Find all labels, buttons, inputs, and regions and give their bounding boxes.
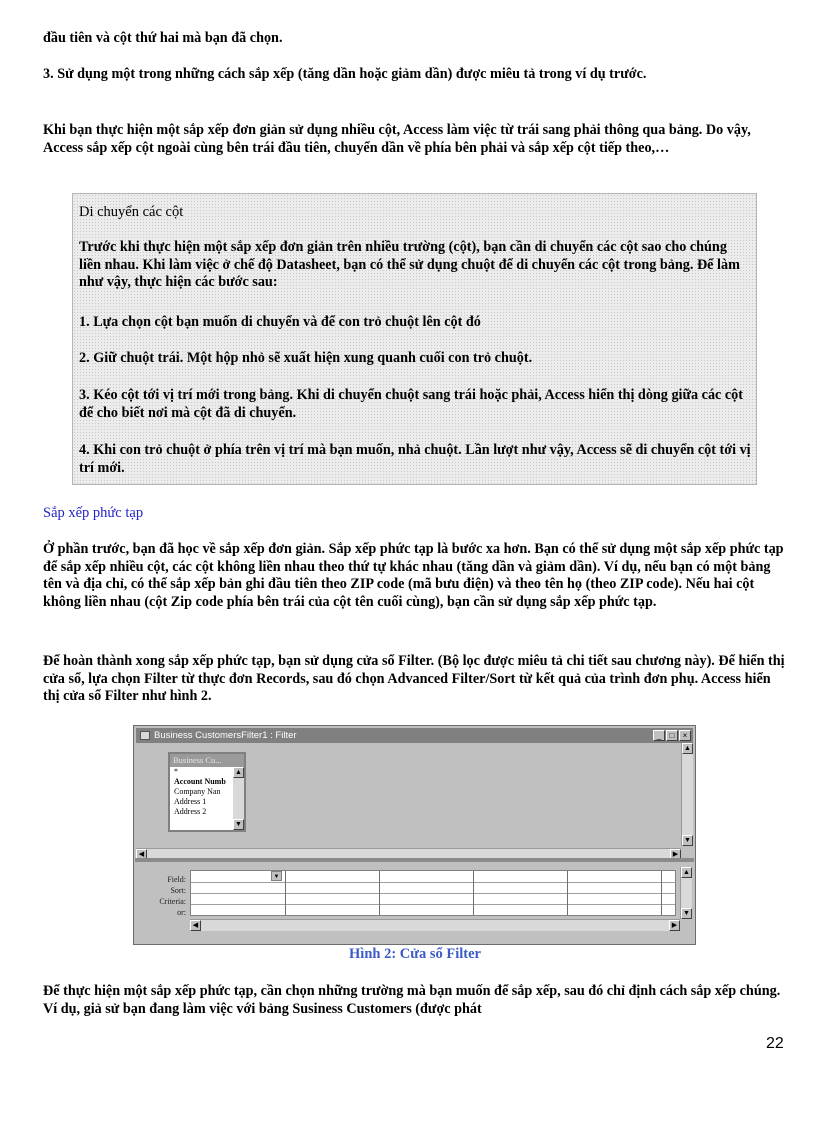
grid-label-sort: Sort: [170,886,186,895]
scroll-down-arrow-icon: ▼ [233,819,244,830]
window-titlebar [136,728,693,743]
note-step-3: 3. Kéo cột tới vị trí mới trong bảng. Khi di chuyển chuột sang trái hoặc phải, Access hiển thị dòng giữa các cột để cho biết nơi mà cột đã di chuyển. [79,387,743,421]
close-icon: × [679,730,691,741]
grid-label-or: or: [177,908,186,917]
paragraph-filter-window-instructions: Để hoàn thành xong sắp xếp phức tạp, bạn sử dụng cửa sổ Filter. (Bộ lọc được miêu tả chi tiết sau chương này). Để hiển thị cửa sổ, lựa chọn Filter từ thực đơn Records, sau đó chọn Advanced Filter/Sort từ kết quả của trình đơn phụ. Access hiển thị cửa sổ Filter như hình 2. [43,653,785,704]
page-number: 22 [766,1035,784,1052]
grid-column-line [473,871,474,915]
field-list-scrollbar [233,767,244,830]
window-title: Business CustomersFilter1 : Filter [154,730,297,741]
scroll-left-arrow-icon: ◀ [190,920,201,931]
figure-caption: Hình 2: Cửa sổ Filter [349,946,481,962]
note-step-1: 1. Lựa chọn cột bạn muốn di chuyển và để con trỏ chuột lên cột đó [79,314,481,330]
grid-horizontal-scrollbar [190,919,680,931]
grid-column-line [285,871,286,915]
field-list-box [168,752,246,832]
upper-vertical-scrollbar [681,743,693,846]
note-box-move-columns [72,193,757,485]
scroll-right-arrow-icon: ▶ [670,849,681,860]
paragraph-continuation: đầu tiên và cột thứ hai mà bạn đã chọn. [43,30,283,46]
grid-row-line [191,904,675,905]
minimize-icon: _ [653,730,665,741]
field-list-item: Company Nan [174,787,221,796]
grid-column-line [379,871,380,915]
note-step-4: 4. Khi con trỏ chuột ở phía trên vị trí mà bạn muốn, nhả chuột. Lần lượt như vậy, Access sẽ di chuyển cột tới vị trí mới. [79,442,751,476]
design-grid-row-labels [150,874,186,918]
maximize-icon: □ [666,730,678,741]
grid-vertical-scrollbar [680,867,692,919]
scroll-up-arrow-icon: ▲ [681,867,692,878]
grid-row-line [191,893,675,894]
scroll-down-arrow-icon: ▼ [682,835,693,846]
paragraph-complex-sort-steps: Để thực hiện một sắp xếp phức tạp, cần chọn những trường mà bạn muốn để sắp xếp, sau đó chỉ định cách sắp xếp chúng. Ví dụ, giả sử bạn đang làm việc với bảng Susiness Customers (được phát [43,983,781,1017]
scroll-right-arrow-icon: ▶ [669,920,680,931]
grid-label-criteria: Criteria: [159,897,186,906]
field-list-item: Address 1 [174,797,207,806]
note-intro: Trước khi thực hiện một sắp xếp đơn giản trên nhiều trường (cột), bạn cần di chuyển các cột sao cho chúng liền nhau. Khi làm việc ở chế độ Datasheet, bạn có thể sử dụng chuột để di chuyển các cột trong bảng. Để làm như vậy, thực hiện các bước sau: [79,239,740,290]
grid-column-line [567,871,568,915]
paragraph-step-3: 3. Sử dụng một trong những cách sắp xếp (tăng dần hoặc giảm dần) được miêu tả trong ví dụ trước. [43,66,647,82]
scroll-left-arrow-icon: ◀ [136,849,147,860]
scroll-up-arrow-icon: ▲ [682,743,693,754]
field-list-item: * [174,767,178,776]
app-icon [140,731,150,740]
grid-column-line [661,871,662,915]
section-heading-complex-sort: Sắp xếp phức tạp [43,505,144,521]
scroll-down-arrow-icon: ▼ [681,908,692,919]
note-step-2: 2. Giữ chuột trái. Một hộp nhỏ sẽ xuất hiện xung quanh cuối con trỏ chuột. [79,350,533,366]
paragraph-complex-sort-intro: Ở phần trước, bạn đã học về sắp xếp đơn giản. Sắp xếp phức tạp là bước xa hơn. Bạn có thể sử dụng một sắp xếp phức tạp để sắp xếp nhiều cột, các cột không liền nhau theo thứ tự khác nhau (tăng dần và giảm dần). Ví dụ, nếu bạn có một bảng tên và địa chỉ, có thể sắp xếp bản ghi đầu tiên theo ZIP code (mã bưu điện) và theo tên họ (theo ZIP code). Nếu hai cột không liền nhau (cột Zip code phía bên trái của cột tên cuối cùng), bạn cần sử dụng sắp xếp phức tạp. [43,541,784,610]
grid-row-line [191,882,675,883]
design-grid [190,870,676,916]
field-list-item: Account Numb [174,777,226,786]
note-title: Di chuyển các cột [79,204,184,220]
field-list-item: Address 2 [174,807,207,816]
paragraph-simple-sort-explanation: Khi bạn thực hiện một sắp xếp đơn giản sử dụng nhiều cột, Access làm việc từ trái sang phải thông qua bảng. Do vậy, Access sắp xếp cột ngoài cùng bên trái đầu tiên, chuyển dần về phía bên phải và sắp xếp cột tiếp theo,… [43,122,751,156]
dropdown-arrow-icon: ▼ [271,871,282,881]
scroll-up-arrow-icon: ▲ [233,767,244,778]
grid-label-field: Field: [167,875,186,884]
field-list-title: Business Cu... [170,754,244,767]
pane-splitter [135,858,694,862]
